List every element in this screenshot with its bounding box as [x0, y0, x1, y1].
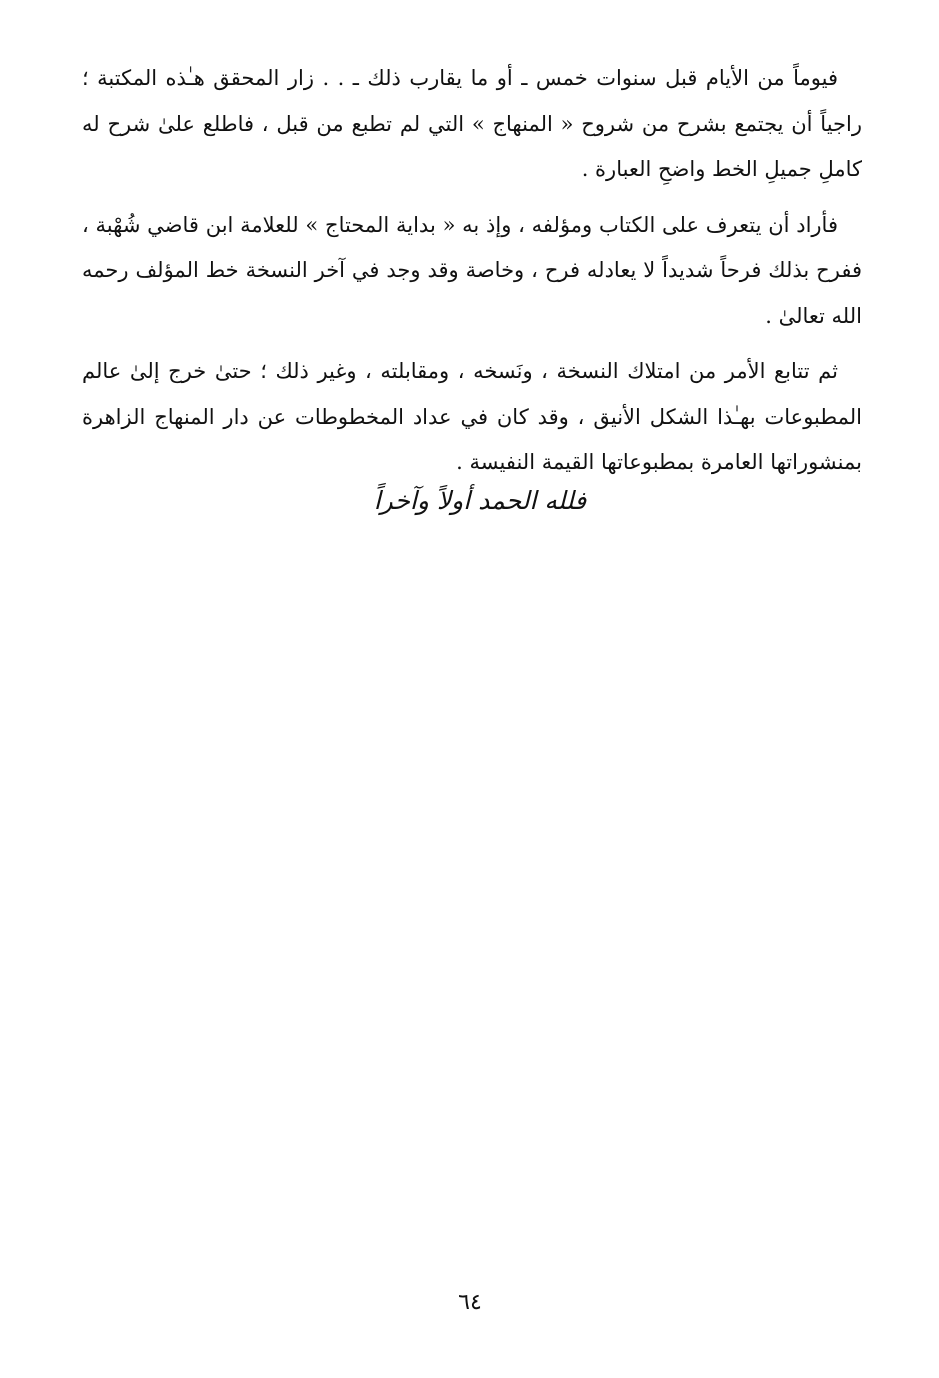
paragraph-2: فأراد أن يتعرف على الكتاب ومؤلفه ، وإذ به « بداية المحتاج » للعلامة ابن قاضي شُهْبة ، ففرح بذلك فرحاً شديداً لا يعادله فرح ، وخاصة وقد وجد في آخر النسخة خط المؤلف رحمه الله تعالىٰ . [82, 212, 862, 328]
body-text [82, 56, 862, 496]
paragraph-1: فيوماً من الأيام قبل سنوات خمس ـ أو ما يقارب ذلك ـ . . زار المحقق هـٰذه المكتبة ؛ راجياً أن يجتمع بشرح من شروح « المنهاج » التي لم تطبع من قبل ، فاطلع علىٰ شرح له كاملِ جميلِ الخط واضحِ العبارة . [82, 66, 862, 181]
page-number: ٦٤ [458, 1290, 482, 1315]
closing-phrase: فلله الحمد أولاً وآخراً [373, 486, 587, 515]
paragraph-3: ثم تتابع الأمر من امتلاك النسخة ، ونَسخه ، ومقابلته ، وغير ذلك ؛ حتىٰ خرج إلىٰ عالم المطبوعات بهـٰذا الشكل الأنيق ، وقد كان في عداد المخطوطات عن دار المنهاج الزاهرة بمنشوراتها العامرة بمطبوعاتها القيمة النفيسة . [82, 359, 862, 474]
